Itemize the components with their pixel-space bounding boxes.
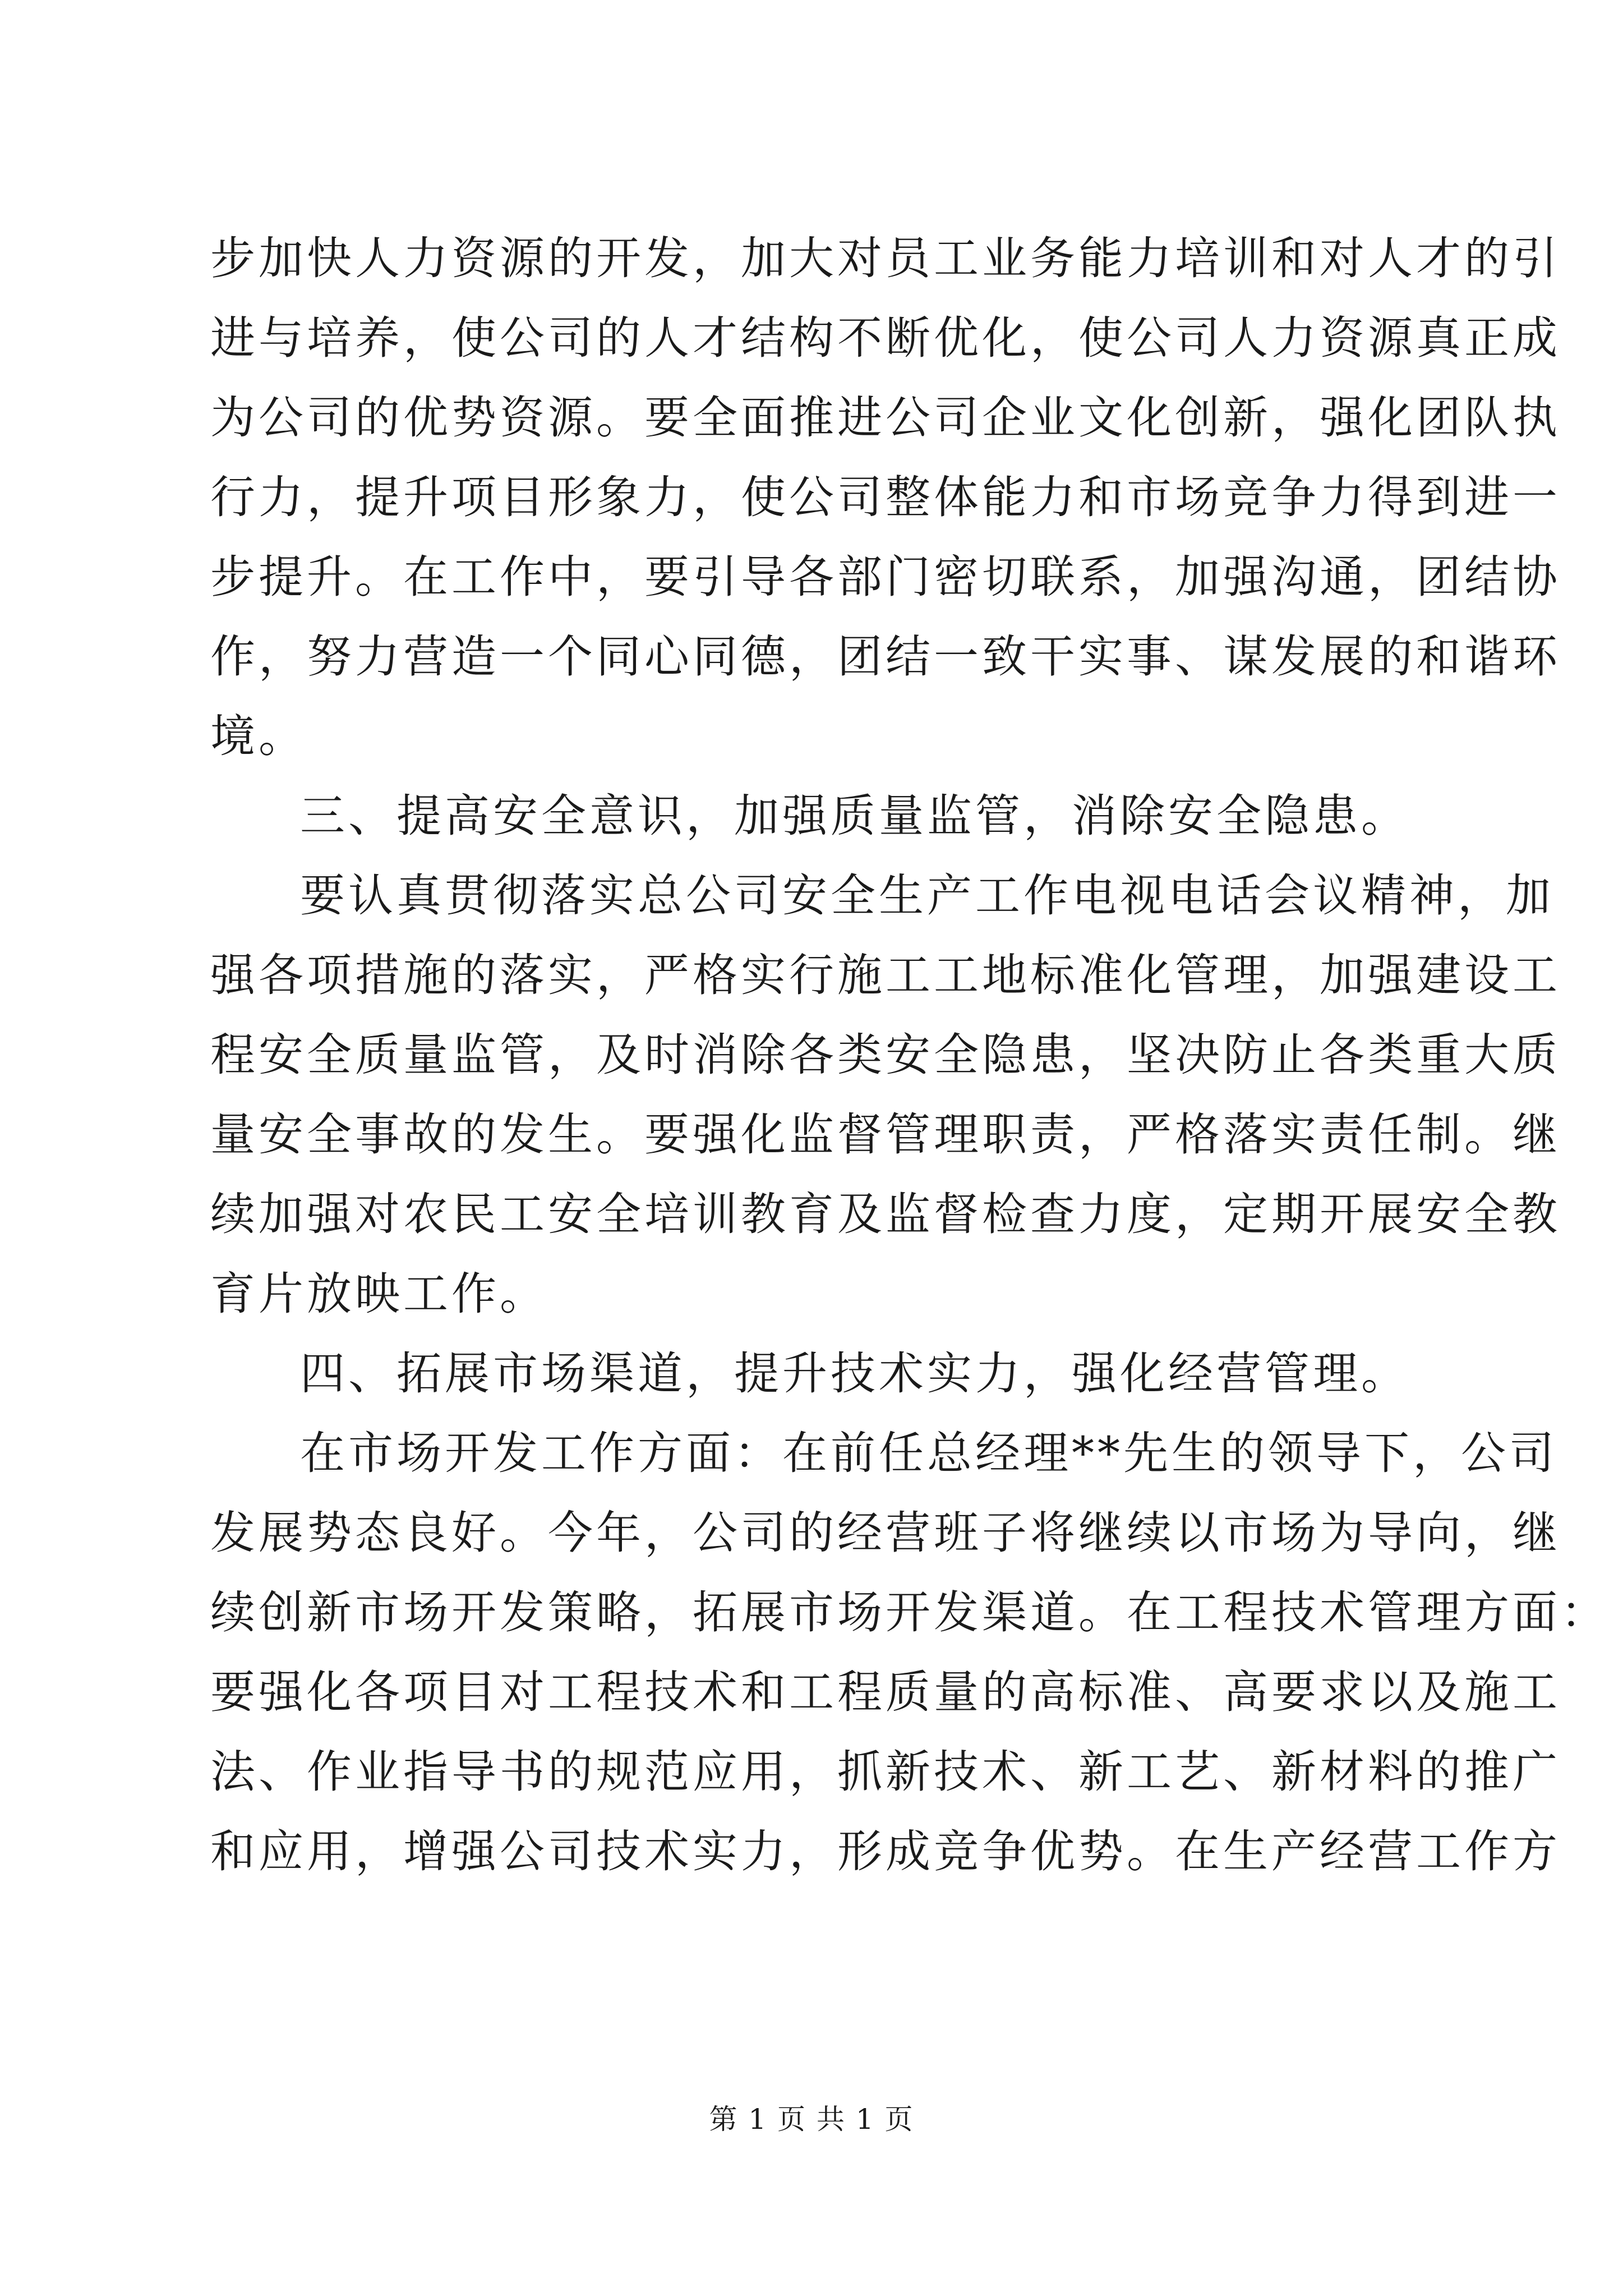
text-line: 步提升。在工作中，要引导各部门密切联系，加强沟通，团结协 (210, 551, 1561, 603)
text-line: 三、提高安全意识，加强质量监管，消除安全隐患。 (300, 790, 1409, 842)
page-footer: 第 1 页 共 1 页 (709, 2103, 914, 2136)
text-line: 在市场开发工作方面：在前任总经理**先生的领导下，公司 (300, 1427, 1557, 1479)
text-line: 法、作业指导书的规范应用，抓新技术、新工艺、新材料的推广 (210, 1746, 1561, 1798)
text-line: 强各项措施的落实，严格实行施工工地标准化管理，加强建设工 (210, 949, 1561, 1001)
text-line: 续加强对农民工安全培训教育及监督检查力度，定期开展安全教 (210, 1188, 1561, 1240)
text-line: 行力，提升项目形象力，使公司整体能力和市场竞争力得到进一 (210, 471, 1561, 523)
text-line: 境。 (210, 710, 307, 762)
text-line: 程安全质量监管，及时消除各类安全隐患，坚决防止各类重大质 (210, 1029, 1561, 1081)
text-line: 进与培养，使公司的人才结构不断优化，使公司人力资源真正成 (210, 312, 1561, 364)
text-line: 要认真贯彻落实总公司安全生产工作电视电话会议精神，加 (300, 869, 1554, 922)
text-line: 步加快人力资源的开发，加大对员工业务能力培训和对人才的引 (210, 232, 1561, 284)
text-line: 作，努力营造一个同心同德，团结一致干实事、谋发展的和谐环 (210, 631, 1561, 683)
text-line: 发展势态良好。今年，公司的经营班子将继续以市场为导向，继 (210, 1507, 1561, 1559)
text-line: 和应用，增强公司技术实力，形成竞争优势。在生产经营工作方 (210, 1825, 1561, 1878)
text-line: 四、拓展市场渠道，提升技术实力，强化经营管理。 (300, 1347, 1409, 1400)
text-line: 要强化各项目对工程技术和工程质量的高标准、高要求以及施工 (210, 1666, 1561, 1718)
text-line: 量安全事故的发生。要强化监督管理职责，严格落实责任制。继 (210, 1108, 1561, 1161)
text-line: 为公司的优势资源。要全面推进公司企业文化创新，强化团队执 (210, 392, 1561, 444)
document-body (210, 219, 1609, 1892)
text-line: 续创新市场开发策略，拓展市场开发渠道。在工程技术管理方面： (210, 1586, 1609, 1639)
text-line: 育片放映工作。 (210, 1268, 548, 1320)
